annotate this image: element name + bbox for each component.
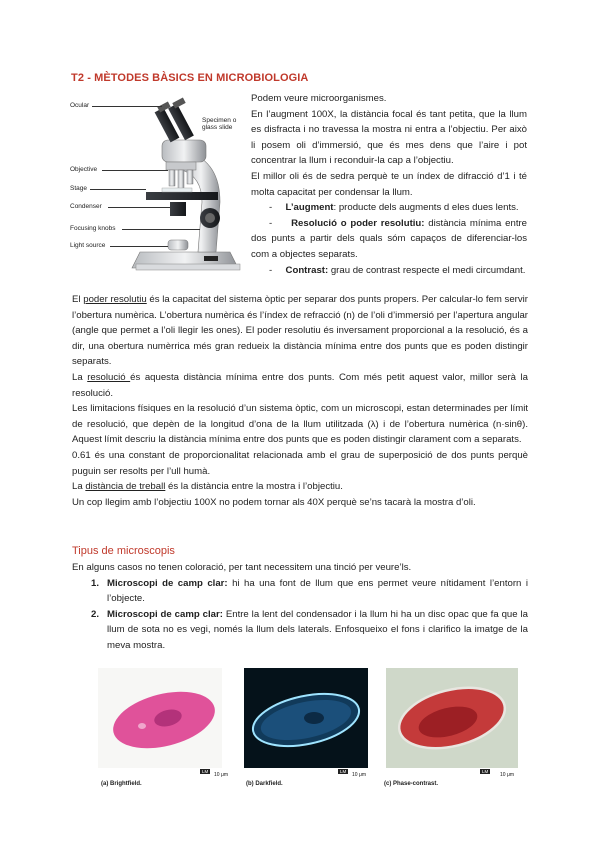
paragraph-limits: Les limitacions físiques en la resolució d’un sistema òptic, com un microscopi, estan determinades per límit de resolució, que depèn de la longitud d’ona de la llum utilitzada (λ) i de l’obertura numèrica (n·sinθ). Aquest límit descriu la distància mínima entre dos punts que es poden distingir clarament com a separats.: [72, 403, 528, 446]
phase-contrast-image: [386, 668, 518, 768]
scale-bar-label: 10 μm: [500, 772, 514, 778]
paragraph: En l’augment 100X, la distància focal és tant petita, que la llum es disfracta i no travessa la mostra ni entra a l’objectiu. Per això li posem oli d’immersió, que és mes dens que l’aire i pot concentrar la llum i reconduir-la cap a l’objectiu.: [251, 108, 527, 167]
bullet-resolution: [251, 216, 527, 263]
section-heading: Tipus de microscopis: [72, 545, 175, 557]
bullet-dash: -: [269, 217, 273, 229]
page-title: T2 - MÈTODES BÀSICS EN MICROBIOLOGIA: [71, 72, 309, 84]
list-text: Entre la lent del condensador i la llum hi ha un disc opac que fa que la llum de sota no es vegi, només la llum dels laterals. Enfosqueixo el fons i clarifico la imatge de la meva mostra.: [107, 608, 528, 651]
label-stage: Stage: [70, 185, 87, 192]
list-term: Microscopi de camp clar:: [107, 577, 228, 589]
leader-line: [90, 189, 146, 190]
paragraph-oil-note: Un cop llegim amb l’objectiu 100X no podem tornar als 40X perquè se’ns tacarà la mostra d’oli.: [72, 496, 476, 508]
right-column: [251, 91, 527, 278]
leader-line: [122, 229, 200, 230]
bullet-dash: -: [269, 202, 273, 214]
text: El: [72, 294, 84, 305]
list-text: hi ha una font de llum que ens permet veure nítidament l’entorn i l’objecte.: [107, 577, 528, 605]
paragraph: En alguns casos no tenen coloració, per tant necessitem una tinció per veure’ls.: [72, 562, 412, 573]
label-focusing-knobs: Focusing knobs: [70, 225, 116, 232]
magnification-badge: LM: [482, 769, 489, 774]
label-specimen: Specimen o: [202, 117, 237, 124]
paragraph-resolution: [72, 370, 528, 401]
text: La: [72, 371, 88, 383]
label-condenser: Condenser: [70, 203, 102, 210]
paragraph-constant: 0.61 és una constant de proporcionalitat relacionada amb el grau de superposició de dos punts perquè puguin ser resolts per l’ull humà.: [72, 449, 528, 477]
bullet-term: L’augment: [285, 202, 334, 214]
list-item: [72, 576, 528, 607]
underlined-term: poder resolutiu: [83, 294, 147, 305]
bullet-term: Contrast:: [285, 264, 329, 276]
paragraph-resolving-power: [72, 292, 528, 370]
scale-bar-label: 10 μm: [214, 772, 228, 778]
list-number: 2.: [91, 608, 100, 620]
bullet-augment: [251, 200, 527, 216]
caption-phase-contrast: (c) Phase-contrast.: [384, 781, 439, 787]
label-glass-slide: glass slide: [202, 124, 233, 131]
list-item: [72, 607, 528, 654]
list-number: 1.: [91, 577, 100, 589]
darkfield-cell: [244, 668, 368, 768]
caption-brightfield: (a) Brightfield.: [101, 781, 142, 787]
caption-darkfield: (b) Darkfield.: [246, 781, 283, 787]
magnification-badge: LM: [340, 769, 347, 774]
text: és la capacitat del sistema òptic per separar dos punts propers. Per calcular-lo fem servir l’obertura numèrica. L’obertura numèrica és l’índex de refracció (n) de l’oli d’immersió per l’apertura angular (angle que permet a l’oli llegir les ones). El poder resolutiu és inversament proporcional a la resolució, és a dir, una obertura numèrrica més gran redueix la distància mínima entre dos punts que es poden distingir separats.: [72, 294, 528, 368]
leader-line: [108, 207, 170, 208]
text: és aquesta distància mínima entre dos punts. Com més petit aquest valor, millor serà la resolució.: [72, 371, 529, 399]
microscope-types: [72, 560, 528, 654]
label-light-source: Light source: [70, 242, 106, 249]
bullet-contrast: [251, 263, 527, 279]
bullet-text: : producte dels augments d eles dues lents.: [333, 202, 519, 214]
paragraph: El millor oli és de sedra perquè te un índex de difracció d’1 i té molta capacitat per condensar la llum.: [251, 170, 527, 198]
paragraph: Podem veure microorganismes.: [251, 93, 387, 104]
darkfield-image: [244, 668, 368, 768]
leader-line: [92, 106, 162, 107]
leader-line: [110, 246, 168, 247]
underlined-term: resolució: [87, 371, 131, 383]
bullet-dash: -: [269, 264, 273, 276]
brightfield-image: [98, 668, 222, 768]
bullet-term: Resolució o poder resolutiu:: [291, 217, 425, 229]
paragraph-working-distance: [72, 479, 528, 495]
text: La: [72, 481, 86, 493]
body-text: [72, 292, 528, 510]
list-term: Microscopi de camp clar:: [107, 608, 223, 620]
bullet-text: grau de contrast respecte el medi circumdant.: [328, 264, 526, 276]
microscope-figure: [70, 92, 246, 280]
brightfield-cell: [98, 668, 222, 768]
bullet-text: distància mínima entre dos punts a partir dels quals sóm capaços de diferenciar-los com a objectes separats.: [251, 217, 528, 260]
phase-contrast-cell: [386, 668, 518, 768]
scale-bar-label: 10 μm: [352, 772, 366, 778]
text: és la distància entre la mostra i l’objectiu.: [165, 481, 343, 493]
label-ocular: Ocular: [70, 102, 90, 109]
underlined-term: distància de treball: [85, 481, 166, 493]
label-objective: Objective: [70, 166, 98, 173]
leader-line: [102, 170, 168, 171]
magnification-badge: LM: [202, 769, 209, 774]
